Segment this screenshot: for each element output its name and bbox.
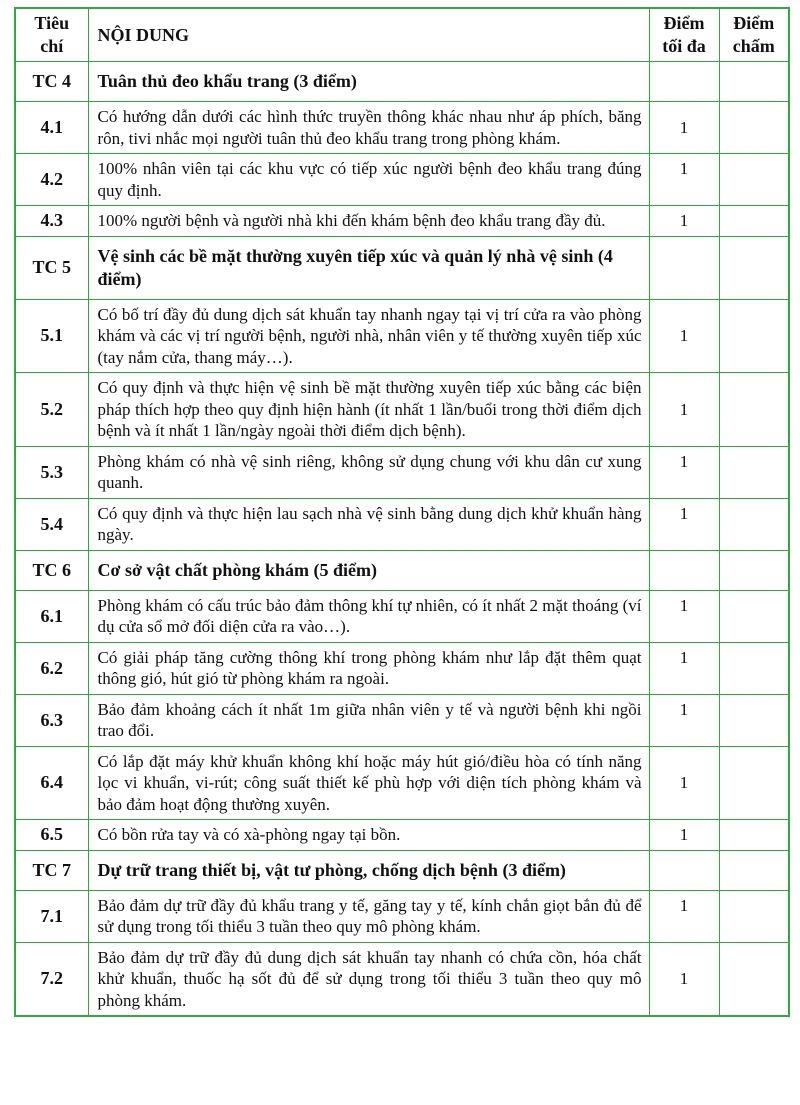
row-code: 6.5 [15, 820, 88, 851]
row-content: Phòng khám có nhà vệ sinh riêng, không sử dụng chung với khu dân cư xung quanh. [88, 446, 649, 498]
item-row [15, 642, 789, 694]
row-code: 7.2 [15, 942, 88, 1016]
row-given-score [719, 820, 789, 851]
row-code: 5.3 [15, 446, 88, 498]
row-code: 5.4 [15, 498, 88, 550]
item-row [15, 694, 789, 746]
row-max-score: 1 [649, 154, 719, 206]
row-code: 6.2 [15, 642, 88, 694]
row-max-score: 1 [649, 642, 719, 694]
row-content: Có quy định và thực hiện vệ sinh bề mặt thường xuyên tiếp xúc bằng các biện pháp thích hợp theo quy định hiện hành (ít nhất 1 lần/buổi trong thời điểm dịch bệnh và ít nhất 1 lần/ngày ngoài thời điểm dịch bệnh). [88, 373, 649, 447]
row-max-score: 1 [649, 102, 719, 154]
row-content: Có quy định và thực hiện lau sạch nhà vệ sinh bằng dung dịch khử khuẩn hàng ngày. [88, 498, 649, 550]
row-max-score: 1 [649, 942, 719, 1016]
row-max-score [649, 62, 719, 102]
header-row [15, 8, 789, 62]
row-given-score [719, 498, 789, 550]
item-row [15, 102, 789, 154]
row-code: 4.2 [15, 154, 88, 206]
row-code: TC 6 [15, 550, 88, 590]
row-code: 5.2 [15, 373, 88, 447]
row-given-score [719, 446, 789, 498]
table-body [15, 62, 789, 1017]
row-content: Phòng khám có cấu trúc bảo đảm thông khí tự nhiên, có ít nhất 2 mặt thoáng (ví dụ cửa sổ mở đối diện cửa ra vào…). [88, 590, 649, 642]
row-max-score: 1 [649, 590, 719, 642]
row-content: Vệ sinh các bề mặt thường xuyên tiếp xúc và quản lý nhà vệ sinh (4 điểm) [88, 236, 649, 299]
row-max-score: 1 [649, 694, 719, 746]
row-given-score [719, 890, 789, 942]
row-max-score: 1 [649, 299, 719, 373]
section-row [15, 62, 789, 102]
row-given-score [719, 746, 789, 820]
row-content: Có bồn rửa tay và có xà-phòng ngay tại bồn. [88, 820, 649, 851]
row-max-score: 1 [649, 373, 719, 447]
row-code: TC 5 [15, 236, 88, 299]
row-given-score [719, 850, 789, 890]
row-given-score [719, 62, 789, 102]
row-given-score [719, 236, 789, 299]
item-row [15, 154, 789, 206]
row-given-score [719, 206, 789, 237]
row-content: Có hướng dẫn dưới các hình thức truyền thông khác nhau như áp phích, băng rôn, tivi nhắc mọi người tuân thủ đeo khẩu trang trong phòng khám. [88, 102, 649, 154]
section-row [15, 236, 789, 299]
row-given-score [719, 299, 789, 373]
row-max-score: 1 [649, 890, 719, 942]
section-row [15, 550, 789, 590]
row-max-score [649, 850, 719, 890]
item-row [15, 820, 789, 851]
row-content: Có lắp đặt máy khử khuẩn không khí hoặc máy hút gió/điều hòa có tính năng lọc vi khuẩn, vi-rút; công suất thiết kế phù hợp với diện tích phòng khám và bảo đảm hoạt động thường xuyên. [88, 746, 649, 820]
row-content: Có bố trí đầy đủ dung dịch sát khuẩn tay nhanh ngay tại vị trí cửa ra vào phòng khám và các vị trí người bệnh, người nhà, nhân viên y tế thường xuyên tiếp xúc (tay nắm cửa, thang máy…). [88, 299, 649, 373]
item-row [15, 299, 789, 373]
row-code: 5.1 [15, 299, 88, 373]
row-given-score [719, 642, 789, 694]
row-content: 100% nhân viên tại các khu vực có tiếp xúc người bệnh đeo khẩu trang đúng quy định. [88, 154, 649, 206]
row-max-score: 1 [649, 206, 719, 237]
row-code: 6.4 [15, 746, 88, 820]
row-content: Bảo đảm dự trữ đầy đủ dung dịch sát khuẩn tay nhanh có chứa cồn, hóa chất khử khuẩn, thuốc hạ sốt đủ để sử dụng trong tối thiểu 3 tuần theo quy mô phòng khám. [88, 942, 649, 1016]
row-code: 4.1 [15, 102, 88, 154]
row-content: 100% người bệnh và người nhà khi đến khám bệnh đeo khẩu trang đầy đủ. [88, 206, 649, 237]
row-code: TC 7 [15, 850, 88, 890]
header-cell-max-score: Điểm tối đa [649, 8, 719, 62]
header-cell-content: NỘI DUNG [88, 8, 649, 62]
row-given-score [719, 373, 789, 447]
item-row [15, 746, 789, 820]
item-row [15, 590, 789, 642]
item-row [15, 942, 789, 1016]
row-given-score [719, 550, 789, 590]
row-code: 7.1 [15, 890, 88, 942]
criteria-table [14, 7, 790, 1017]
row-max-score [649, 550, 719, 590]
row-max-score: 1 [649, 446, 719, 498]
row-max-score: 1 [649, 746, 719, 820]
row-max-score: 1 [649, 820, 719, 851]
item-row [15, 373, 789, 447]
row-given-score [719, 102, 789, 154]
header-cell-given-score: Điểm chấm [719, 8, 789, 62]
item-row [15, 206, 789, 237]
row-given-score [719, 154, 789, 206]
row-code: 6.1 [15, 590, 88, 642]
row-content: Dự trữ trang thiết bị, vật tư phòng, chống dịch bệnh (3 điểm) [88, 850, 649, 890]
row-max-score [649, 236, 719, 299]
row-code: 4.3 [15, 206, 88, 237]
row-code: TC 4 [15, 62, 88, 102]
item-row [15, 446, 789, 498]
row-given-score [719, 590, 789, 642]
row-content: Cơ sở vật chất phòng khám (5 điểm) [88, 550, 649, 590]
row-given-score [719, 694, 789, 746]
row-content: Có giải pháp tăng cường thông khí trong phòng khám như lắp đặt thêm quạt thông gió, hút gió từ phòng khám ra ngoài. [88, 642, 649, 694]
section-row [15, 850, 789, 890]
table-header [15, 8, 789, 62]
row-content: Tuân thủ đeo khẩu trang (3 điểm) [88, 62, 649, 102]
item-row [15, 890, 789, 942]
row-code: 6.3 [15, 694, 88, 746]
row-content: Bảo đảm khoảng cách ít nhất 1m giữa nhân viên y tế và người bệnh khi ngồi trao đổi. [88, 694, 649, 746]
row-content: Bảo đảm dự trữ đầy đủ khẩu trang y tế, găng tay y tế, kính chắn giọt bắn đủ để sử dụng trong tối thiểu 3 tuần theo quy mô phòng khám. [88, 890, 649, 942]
header-cell-criteria: Tiêu chí [15, 8, 88, 62]
item-row [15, 498, 789, 550]
row-given-score [719, 942, 789, 1016]
row-max-score: 1 [649, 498, 719, 550]
